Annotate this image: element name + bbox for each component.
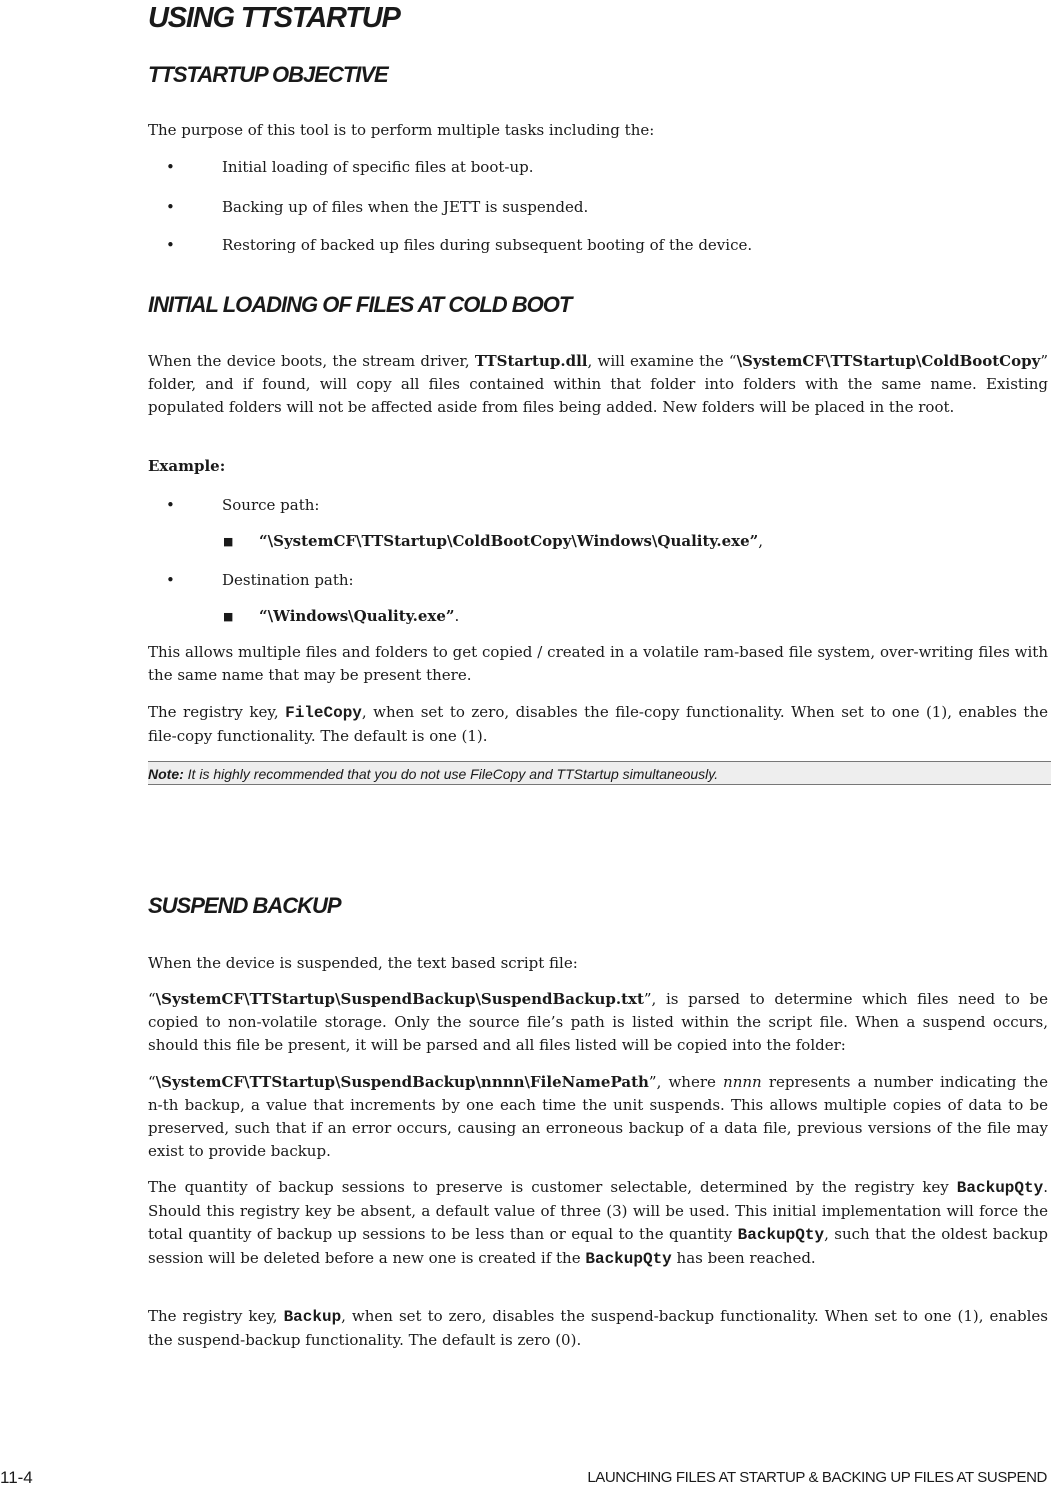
page-title: USING TTSTARTUP: [148, 2, 400, 34]
registry-key: BackupQty: [585, 1250, 672, 1268]
page-number: 11-4: [0, 1468, 33, 1487]
list-item: • Initial loading of specific files at boot-up.: [222, 156, 534, 179]
chapter-title: LAUNCHING FILES AT STARTUP & BACKING UP FILES AT SUSPEND: [587, 1469, 1047, 1486]
registry-key: Backup: [283, 1308, 342, 1326]
list-item: • Backing up of files when the JETT is suspended.: [222, 196, 588, 219]
filecopy-paragraph: The registry key, FileCopy, when set to zero, disables the file-copy functionality. When set to one (1), enables the file-copy functionality. The default is one (1).: [148, 703, 1048, 745]
registry-key: FileCopy: [285, 704, 362, 722]
bullet-icon: •: [166, 158, 175, 176]
backup-key-paragraph: The registry key, Backup, when set to zero, disables the suspend-backup functionality. When set to one (1), enables the suspend-backup functionality. The default is zero (0).: [148, 1307, 1048, 1349]
initial-loading-paragraph: When the device boots, the stream driver, TTStartup.dll, will examine the “\SystemCF\TTStartup\ColdBootCopy” folder, and if found, will copy all files contained within that folder into folders with the same name. Existing populated folders will not be affected aside from files being added. New folders will be placed in the root.: [148, 352, 1048, 416]
source-path: ■ “\SystemCF\TTStartup\ColdBootCopy\Windows\Quality.exe”,: [259, 530, 763, 553]
bullet-icon: •: [166, 496, 175, 514]
suspend-script-paragraph: “\SystemCF\TTStartup\SuspendBackup\SuspendBackup.txt”, is parsed to determine which files need to be copied to non-volatile storage. Only the source file’s path is listed within the script file. When a suspend occurs, should this file be present, it will be parsed and all files listed will be copied into the folder:: [148, 990, 1048, 1054]
square-bullet-icon: ■: [223, 535, 234, 548]
bullet-icon: •: [166, 198, 175, 216]
list-item: • Restoring of backed up files during subsequent booting of the device.: [222, 234, 752, 257]
suspend-folder-paragraph: “\SystemCF\TTStartup\SuspendBackup\nnnn\FileNamePath”, where nnnn represents a number indicating the n-th backup, a value that increments by one each time the unit suspends. This allows multiple copies of data to be preserved, such that if an error occurs, causing an erroneous backup of a data file, previous versions of the file may exist to provide backup.: [148, 1073, 1048, 1160]
backupqty-paragraph: The quantity of backup sessions to preserve is customer selectable, determined by the registry key BackupQty. Should this registry key be absent, a default value of three (3) will be used. This initial implementation will force the total quantity of backup up sessions to be less than or equal to the quantity BackupQty, such that the oldest backup session will be deleted before a new one is created if the BackupQty has been reached.: [148, 1178, 1048, 1268]
suspend-backup-heading: SUSPEND BACKUP: [148, 893, 341, 918]
note-callout: Note: It is highly recommended that you do not use FileCopy and TTStartup simultaneously.: [148, 761, 1051, 785]
list-item: • Destination path:: [222, 569, 354, 592]
bullet-icon: •: [166, 236, 175, 254]
bullet-icon: •: [166, 571, 175, 589]
registry-key: BackupQty: [956, 1179, 1044, 1197]
registry-key: BackupQty: [737, 1226, 825, 1244]
list-item: • Source path:: [222, 494, 319, 517]
example-label: Example:: [148, 457, 226, 475]
initial-loading-heading: INITIAL LOADING OF FILES AT COLD BOOT: [148, 292, 572, 317]
destination-path: ■ “\Windows\Quality.exe”.: [259, 605, 459, 628]
copy-paragraph: This allows multiple files and folders to get copied / created in a volatile ram-based file system, over-writing files with the same name that may be present there.: [148, 643, 1048, 684]
objective-heading: TTSTARTUP OBJECTIVE: [148, 62, 388, 87]
objective-intro: The purpose of this tool is to perform multiple tasks including the:: [148, 121, 655, 139]
square-bullet-icon: ■: [223, 610, 234, 623]
suspend-intro: When the device is suspended, the text based script file:: [148, 954, 578, 972]
